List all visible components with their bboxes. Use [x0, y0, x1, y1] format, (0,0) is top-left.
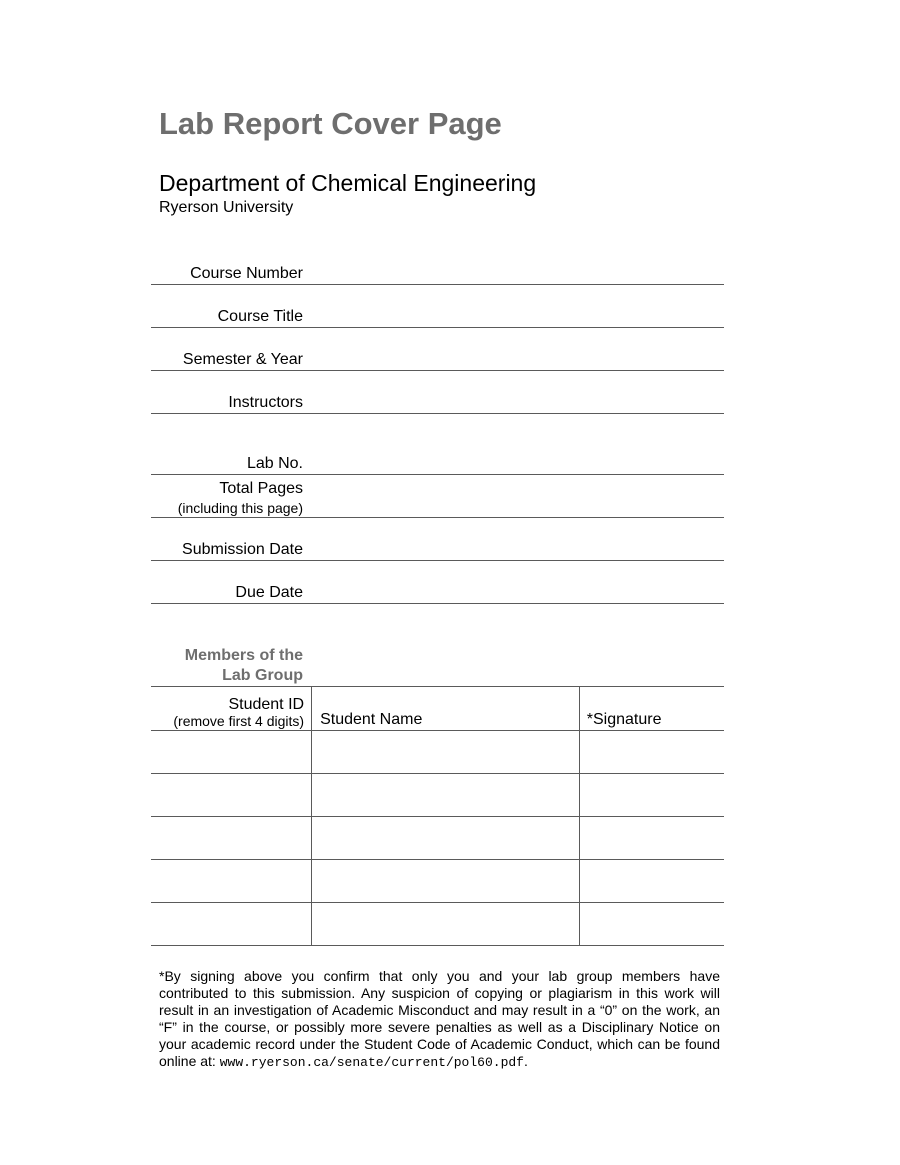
table-header-row	[151, 687, 724, 731]
table-row	[151, 903, 724, 946]
signature-footnote	[159, 968, 720, 1071]
footnote-end: .	[523, 1053, 528, 1069]
footnote-text: *By signing above you confirm that only you and your lab group members have contributed to this submission. Any suspicion of copying or plagiarism in this work will result in an investigation of Academic Misconduct and may result in a “0” on the work, an “F” in the course, or possibly more severe penalties as well as a Disciplinary Notice on your academic record under the Student Code of Academic Conduct, which can be found online at:	[159, 968, 720, 1069]
student-id-header	[151, 687, 312, 731]
student-name-cell[interactable]	[312, 731, 580, 774]
course-number-field[interactable]	[151, 258, 724, 285]
signature-cell[interactable]	[579, 860, 724, 903]
members-heading-line2: Lab Group	[222, 667, 303, 684]
total-pages-note: (including this page)	[177, 500, 303, 516]
student-name-cell[interactable]	[312, 903, 580, 946]
student-id-cell[interactable]	[151, 903, 312, 946]
due-date-label: Due Date	[235, 584, 303, 601]
student-id-header-label: Student ID	[228, 696, 305, 713]
university-name: Ryerson University	[159, 199, 294, 216]
student-name-cell[interactable]	[312, 817, 580, 860]
lab-no-label: Lab No.	[246, 455, 303, 472]
table-row	[151, 774, 724, 817]
instructors-label: Instructors	[228, 394, 303, 411]
table-row	[151, 860, 724, 903]
members-heading-line1: Members of the	[184, 647, 303, 664]
semester-year-field[interactable]	[151, 344, 724, 371]
signature-cell[interactable]	[579, 903, 724, 946]
student-id-cell[interactable]	[151, 731, 312, 774]
total-pages-field[interactable]	[151, 478, 724, 518]
submission-date-field[interactable]	[151, 535, 724, 561]
lab-no-field[interactable]	[151, 448, 724, 475]
table-row	[151, 731, 724, 774]
student-id-header-note: (remove first 4 digits)	[173, 713, 305, 729]
department-name: Department of Chemical Engineering	[159, 170, 537, 196]
total-pages-label: Total Pages	[219, 480, 303, 497]
signature-cell[interactable]	[579, 731, 724, 774]
policy-url: www.ryerson.ca/senate/current/pol60.pdf	[219, 1055, 524, 1070]
course-number-label: Course Number	[190, 265, 303, 282]
lab-group-table	[151, 686, 724, 946]
signature-cell[interactable]	[579, 817, 724, 860]
semester-year-label: Semester & Year	[182, 351, 303, 368]
instructors-field[interactable]	[151, 387, 724, 414]
signature-cell[interactable]	[579, 774, 724, 817]
student-name-header: Student Name	[312, 687, 580, 731]
student-name-cell[interactable]	[312, 860, 580, 903]
student-id-cell[interactable]	[151, 817, 312, 860]
student-name-cell[interactable]	[312, 774, 580, 817]
course-title-label: Course Title	[217, 308, 303, 325]
course-title-field[interactable]	[151, 301, 724, 328]
due-date-field[interactable]	[151, 578, 724, 604]
submission-date-label: Submission Date	[182, 541, 303, 558]
page-title: Lab Report Cover Page	[159, 106, 502, 141]
signature-header: *Signature	[579, 687, 724, 731]
members-heading	[151, 646, 303, 686]
student-id-cell[interactable]	[151, 774, 312, 817]
table-row	[151, 817, 724, 860]
student-id-cell[interactable]	[151, 860, 312, 903]
